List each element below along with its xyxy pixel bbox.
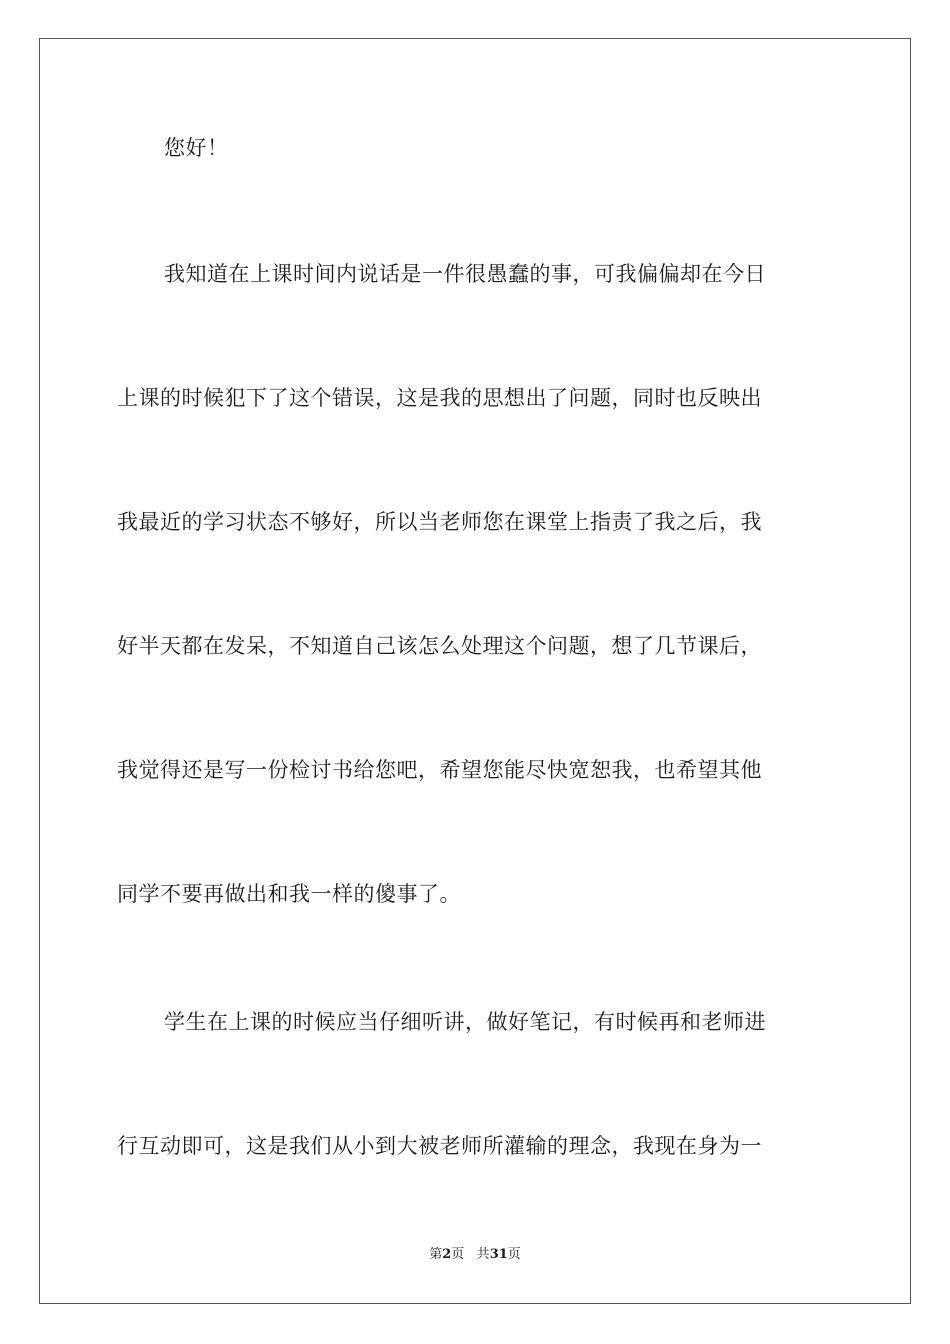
total-pages: 31 [489,1247,508,1262]
paragraph-line: 好半天都在发呆，不知道自己该怎么处理这个问题，想了几节课后， [117,634,762,658]
paragraph-line: 我觉得还是写一份检讨书给您吧，希望您能尽快宽恕我，也希望其他 [117,758,762,782]
total-suffix: 页 [507,1247,521,1262]
paragraph-line: 我知道在上课时间内说话是一件很愚蠢的事，可我偏偏却在今日 [164,262,766,286]
paragraph-line: 同学不要再做出和我一样的傻事了。 [117,882,461,906]
paragraph-line: 上课的时候犯下了这个错误，这是我的思想出了问题，同时也反映出 [117,386,762,410]
paragraph-line: 学生在上课的时候应当仔细听讲，做好笔记，有时候再和老师进 [164,1010,766,1034]
page-footer [0,1246,950,1264]
total-prefix: 共 [476,1247,490,1262]
paragraph-line: 行互动即可，这是我们从小到大被老师所灌输的理念，我现在身为一 [117,1134,762,1158]
page-prefix: 第 [429,1247,443,1262]
page-suffix: 页 [451,1247,465,1262]
salutation: 您好！ [164,136,229,160]
paragraph-line: 我最近的学习状态不够好，所以当老师您在课堂上指责了我之后，我 [117,510,762,534]
page-number: 2 [442,1247,452,1262]
page-border [39,38,911,1304]
